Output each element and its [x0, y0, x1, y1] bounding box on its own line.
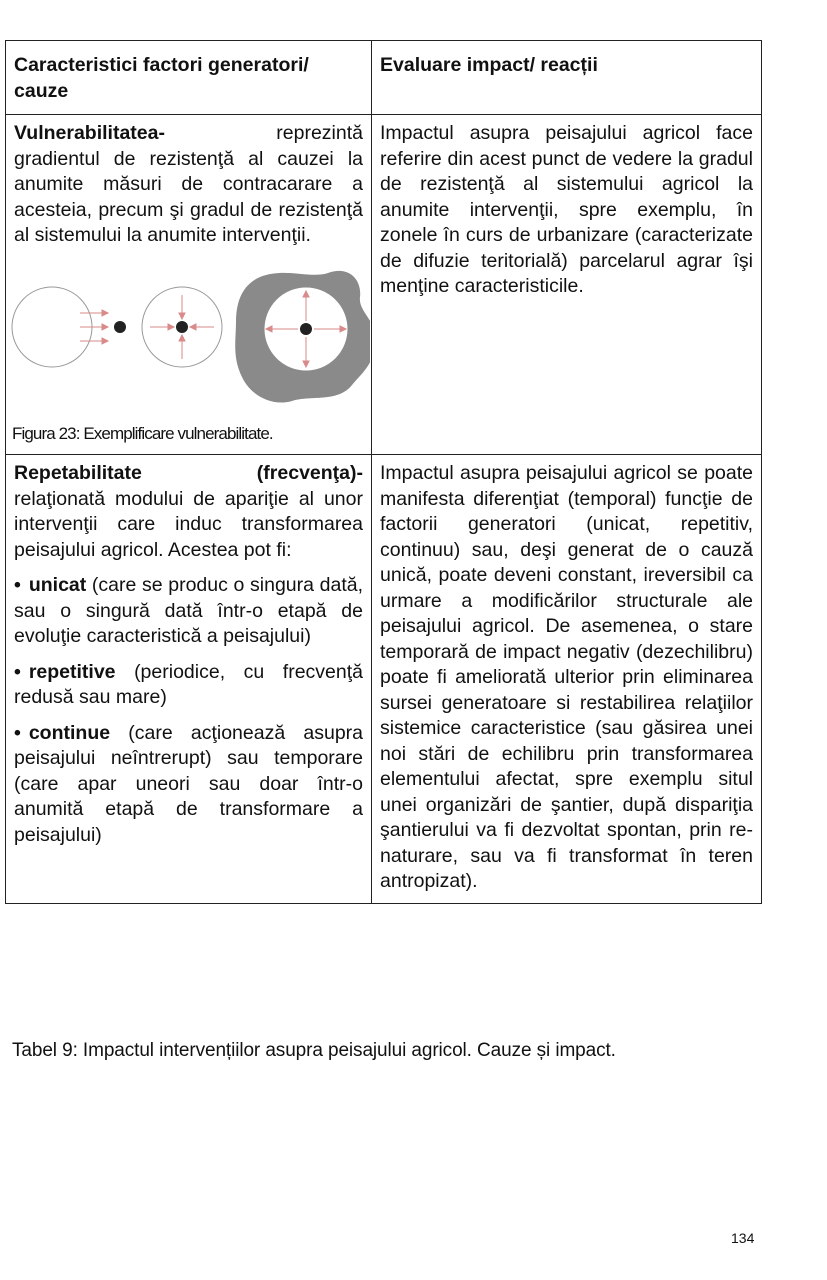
repeatability-term-tail: (frecvenţa)- — [256, 462, 363, 484]
dot-two — [176, 321, 188, 333]
table-row-vulnerability — [6, 115, 762, 455]
bullet-term: repetitive — [28, 660, 116, 683]
impact-table — [5, 40, 762, 904]
header-impact: Evaluare impact/ reacții — [372, 41, 762, 115]
figure-caption: Figura 23: Exemplificare vulnerabilitate. — [12, 423, 273, 443]
bullet-term: continue — [28, 721, 111, 744]
bullet-icon: • — [14, 660, 21, 683]
vulnerability-text: gradientul de rezistenţă al cauzei la anumite măsuri de contracarare a acesteia, precum şi gradul de rezistenţă al sistemului la anumite intervenţii. — [14, 147, 363, 246]
bullet-item-continue — [14, 721, 363, 849]
repeatability-term: Repetabilitate — [14, 462, 142, 484]
bullet-text: (care acţionează asupra peisajului neîntrerupt) sau temporare (care apar uneori sau doar într-o anumită etapă de transformare a peisajului) — [14, 721, 363, 846]
table-header-row — [6, 41, 762, 115]
vulnerability-term: Vulnerabilitatea- — [14, 122, 165, 144]
cell-repeatability-cause — [6, 455, 372, 904]
bullet-icon: • — [14, 721, 21, 744]
page-number: 134 — [731, 1230, 755, 1246]
vulnerability-term-line — [14, 121, 363, 147]
bullet-item-repetitive — [14, 660, 363, 711]
table-caption: Tabel 9: Impactul intervențiilor asupra peisajului agricol. Cauze și impact. — [12, 1040, 616, 1061]
dot-three — [300, 323, 312, 335]
bullet-text: (periodice, cu frecvenţă redusă sau mare) — [14, 660, 363, 708]
vulnerability-figure — [10, 267, 370, 407]
bullet-term: unicat — [28, 574, 87, 596]
dot-one — [114, 321, 126, 333]
cell-repeatability-impact — [372, 455, 762, 904]
bullet-text: (care se produc o singura dată, sau o singură dată într-o etapă de evoluţie caracteristică a peisajului) — [14, 574, 363, 647]
vulnerability-impact-text: Impactul asupra peisajului agricol face referire din acest punct de vedere la gradul de rezistenţă al sistemului agricol la anumite intervenţii, spre exemplu, în zonele în curs de urbanizare (caracterizate de difuzie teritorială) parcelarul agrar îşi menţine caracteristicile. — [380, 122, 753, 297]
bullet-item-unicat — [14, 573, 363, 650]
repeatability-term-line — [14, 461, 363, 487]
repeatability-text: relaţionată modului de apariţie al unor intervenţii care induc transformarea peisajului agricol. Acestea pot fi: — [14, 487, 363, 561]
cell-vulnerability-cause — [6, 115, 372, 455]
bullet-icon: • — [14, 574, 21, 596]
vulnerability-diagram — [10, 267, 370, 407]
vulnerability-term-tail: reprezintă — [276, 122, 363, 144]
arrows-one — [80, 310, 108, 344]
table-row-repeatability — [6, 455, 762, 904]
repeatability-impact-text: Impactul asupra peisajului agricol se poate manifesta diferenţiat (temporal) funcţie de factorii generatori (unicat, repetitiv, continuu) sau, deşi generat de o cauză unică, poate deveni constant, ireversibil ca urmare a modificărilor structurale ale peisajului agricol. De asemenea, o stare temporară de impact negativ (dezechilibru) poate fi ameliorată ulterior prin eliminarea sursei generatoare si restabilirea relaţiilor sistemice caracteristice (sau găsirea unei noi stări de echilibru prin transformarea elementului afectat, spre exemplu situl unei organizări de şantier, după dispariţia şantierului va fi dezvoltat spontan, prin re- naturare, sau va fi transformat în teren antropizat). — [380, 462, 753, 892]
header-causes: Caracteristici factori generatori/ cauze — [6, 41, 372, 115]
cell-vulnerability-impact — [372, 115, 762, 455]
